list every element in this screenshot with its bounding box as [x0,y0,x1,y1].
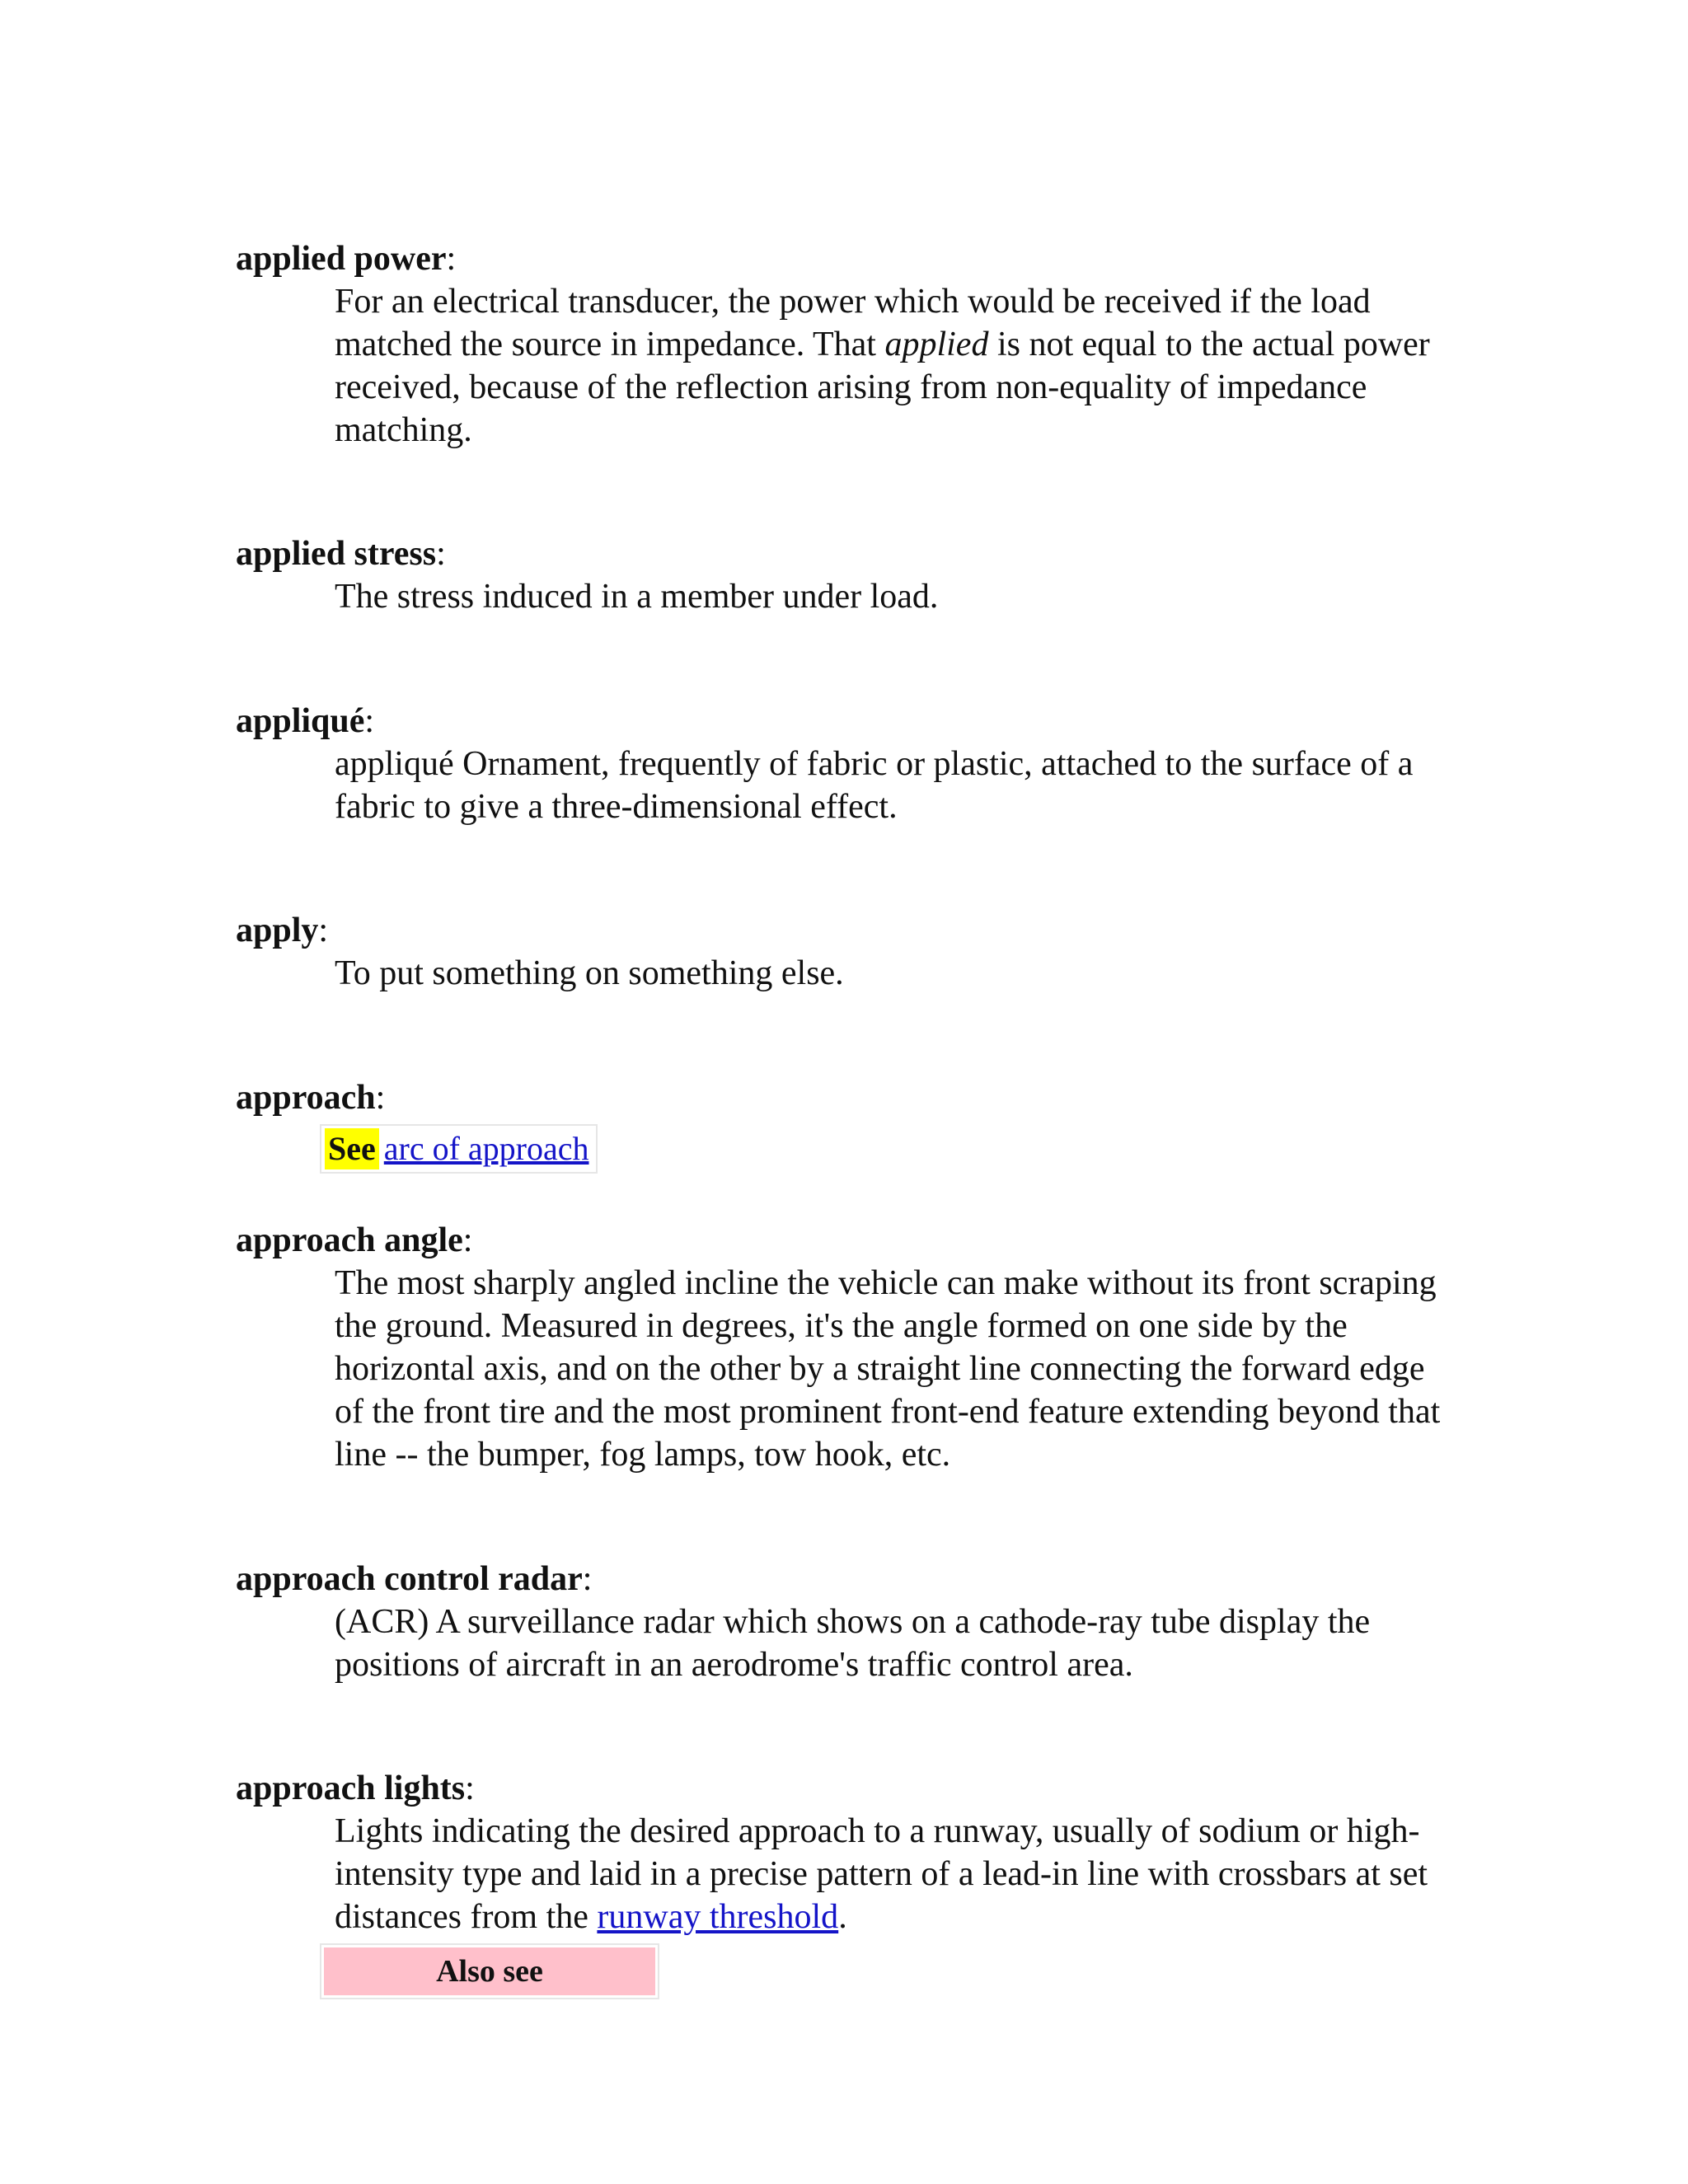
term-colon: : [465,1769,475,1807]
definition: The most sharply angled incline the vehicle can make without its front scraping the ground. Measured in degrees, it's the angle formed on one side by the horizontal axis, and on the other by a straight line connecting the forward edge of the front tire and the most prominent front-end feature extending beyond that line -- the bumper, fog lamps, tow hook, etc. [335,1264,1441,1474]
also-see-box [320,1943,659,1999]
term: approach control radar [236,1560,583,1598]
term-colon: : [436,535,446,573]
term-line [236,909,1456,952]
definition-emphasis: applied [884,326,989,363]
term-line [236,237,1456,280]
term-line [236,1076,1456,1119]
see-label: See [325,1128,379,1169]
definition-text: For an electrical transducer, the power which would be received if the load matched the source in impedance. That [335,283,1371,363]
glossary-entry-approach-angle [236,1219,1456,1476]
glossary-entry-applied-stress [236,532,1456,618]
glossary-entry-approach-lights [236,1767,1456,1999]
term: applied stress [236,535,437,573]
term-colon: : [446,240,457,278]
term: approach lights [236,1769,466,1807]
definition: The stress induced in a member under load. [335,578,939,616]
definition: appliqué Ornament, frequently of fabric or plastic, attached to the surface of a fabric to give a three-dimensional effect. [335,745,1414,826]
term: appliqué [236,702,365,740]
definition: To put something on something else. [335,954,844,992]
term-colon: : [375,1079,386,1117]
glossary-entry-approach [236,1076,1456,1174]
term-colon: : [318,912,329,949]
term-line [236,532,1456,575]
link-runway-threshold[interactable]: runway threshold [597,1898,839,1936]
term: apply [236,912,319,949]
term: approach angle [236,1221,463,1259]
term: approach [236,1079,376,1117]
definition [335,1810,1456,1938]
term-line [236,1558,1456,1601]
term-line [236,1219,1456,1262]
definition-text: Lights indicating the desired approach to a runway, usually of sodium or high- intensity type and laid in a precise pattern of a lead-in line with crossbars at set distances from the [335,1812,1428,1936]
see-reference-box [320,1124,598,1174]
also-see-button[interactable]: Also see [324,1947,655,1995]
glossary-entry-applied-power [236,237,1456,452]
term-colon: : [364,702,375,740]
term-colon: : [462,1221,473,1259]
glossary-entry-applique [236,700,1456,828]
definition [335,280,1456,452]
see-link-arc-of-approach[interactable]: arc of approach [383,1130,589,1167]
term-line [236,1767,1456,1810]
term: applied power [236,240,447,278]
term-line [236,700,1456,743]
glossary-entry-apply [236,909,1456,995]
glossary-entry-approach-control-radar [236,1558,1456,1686]
definition-text: . [838,1898,847,1936]
term-colon: : [582,1560,593,1598]
definition-text: is not equal to the actual power received, because of the reflection arising from non-equality of impedance matching. [335,326,1430,449]
definition: (ACR) A surveillance radar which shows on a cathode-ray tube display the positions of aircraft in an aerodrome's traffic control area. [335,1603,1371,1684]
